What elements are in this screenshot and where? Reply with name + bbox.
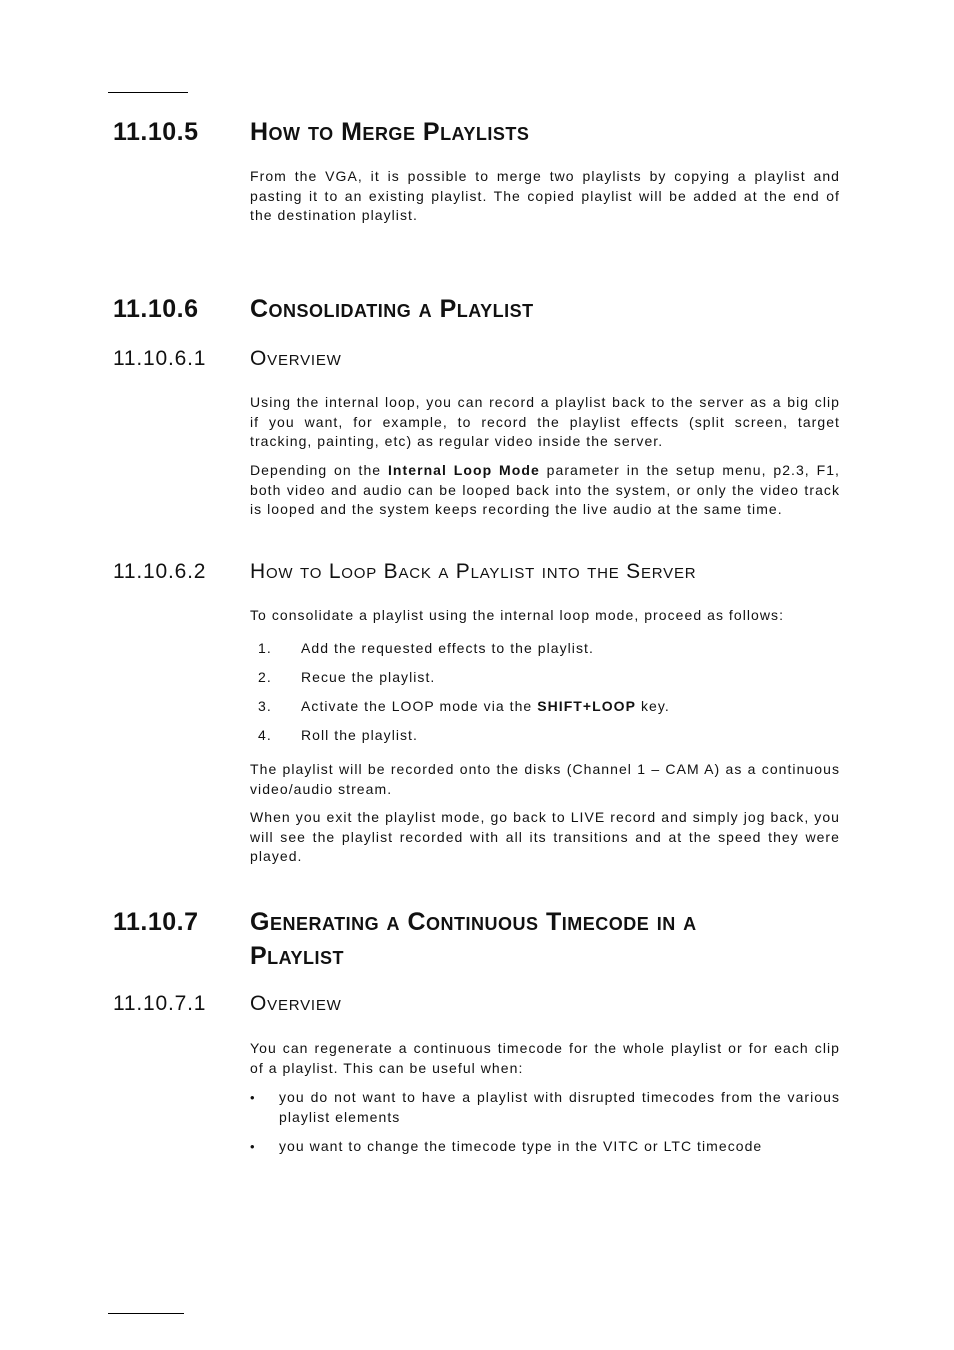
section-number: 11.10.6.2 bbox=[113, 560, 207, 583]
bullet-item bbox=[250, 1137, 840, 1157]
bullet-icon: • bbox=[250, 1090, 256, 1105]
section-number: 11.10.5 bbox=[113, 118, 199, 146]
section-title-line-2: Playlist bbox=[250, 942, 345, 970]
text-fragment: Depending on the bbox=[250, 462, 382, 478]
step-text: Recue the playlist. bbox=[301, 669, 436, 685]
loop-intro-paragraph: Using the internal loop, you can record a playlist back to the server as a big clip if you want, for example, to record the playlist effects (split screen, target tracking, painting, etc) as regular video inside the server. bbox=[250, 394, 840, 449]
section-number: 11.10.6 bbox=[113, 295, 199, 323]
bullet-item bbox=[250, 1088, 840, 1128]
section-title: Overview bbox=[250, 347, 342, 370]
step-text: Add the requested effects to the playlist. bbox=[301, 640, 594, 656]
shift-loop-key-term: SHIFT+LOOP bbox=[537, 698, 636, 714]
bullet-text: you do not want to have a playlist with disrupted timecodes from the various playlist elements bbox=[279, 1089, 840, 1125]
step-text bbox=[301, 697, 670, 717]
text-fragment: key. bbox=[640, 698, 670, 714]
bullet-text: you want to change the timecode type in the VITC or LTC timecode bbox=[279, 1138, 763, 1154]
section-title: How to Loop Back a Playlist into the Server bbox=[250, 560, 697, 583]
text-fragment: Activate the LOOP mode via the bbox=[301, 698, 533, 714]
bullet-icon: • bbox=[250, 1139, 256, 1154]
section-title: Consolidating a Playlist bbox=[250, 295, 534, 323]
step-text: Roll the playlist. bbox=[301, 727, 418, 743]
section-number: 11.10.7 bbox=[113, 908, 199, 936]
header-rule bbox=[108, 92, 188, 93]
step-number: 1. bbox=[258, 640, 272, 656]
consolidate-intro-paragraph: To consolidate a playlist using the internal loop mode, proceed as follows: bbox=[250, 607, 785, 623]
internal-loop-mode-term: Internal Loop Mode bbox=[387, 462, 540, 478]
section-title: Overview bbox=[250, 992, 342, 1015]
merge-paragraph: From the VGA, it is possible to merge two playlists by copying a playlist and pasting it to an existing playlist. The copied playlist will be added at the end of the destination playlist. bbox=[250, 168, 840, 223]
section-number: 11.10.6.1 bbox=[113, 347, 207, 370]
step-number: 3. bbox=[258, 698, 272, 714]
footer-rule bbox=[108, 1313, 184, 1314]
recorded-paragraph: The playlist will be recorded onto the disks (Channel 1 – CAM A) as a continuous video/audio stream. bbox=[250, 761, 840, 797]
text-fragment: parameter in the setup menu, p2.3, F1, both video and audio can be looped back into the system, or only the video track is looped and the system keeps recording the live audio at the same time. bbox=[250, 462, 840, 517]
step-number: 2. bbox=[258, 669, 272, 685]
section-title: How to Merge Playlists bbox=[250, 118, 530, 146]
internal-loop-paragraph bbox=[250, 461, 840, 520]
section-number: 11.10.7.1 bbox=[113, 992, 207, 1015]
section-title-line-1: Generating a Continuous Timecode in a bbox=[250, 908, 697, 936]
timecode-intro-paragraph: You can regenerate a continuous timecode for the whole playlist or for each clip of a playlist. This can be useful when: bbox=[250, 1040, 840, 1076]
step-number: 4. bbox=[258, 727, 272, 743]
exit-paragraph: When you exit the playlist mode, go back to LIVE record and simply jog back, you will see the playlist recorded with all its transitions and at the speed they were played. bbox=[250, 809, 840, 864]
